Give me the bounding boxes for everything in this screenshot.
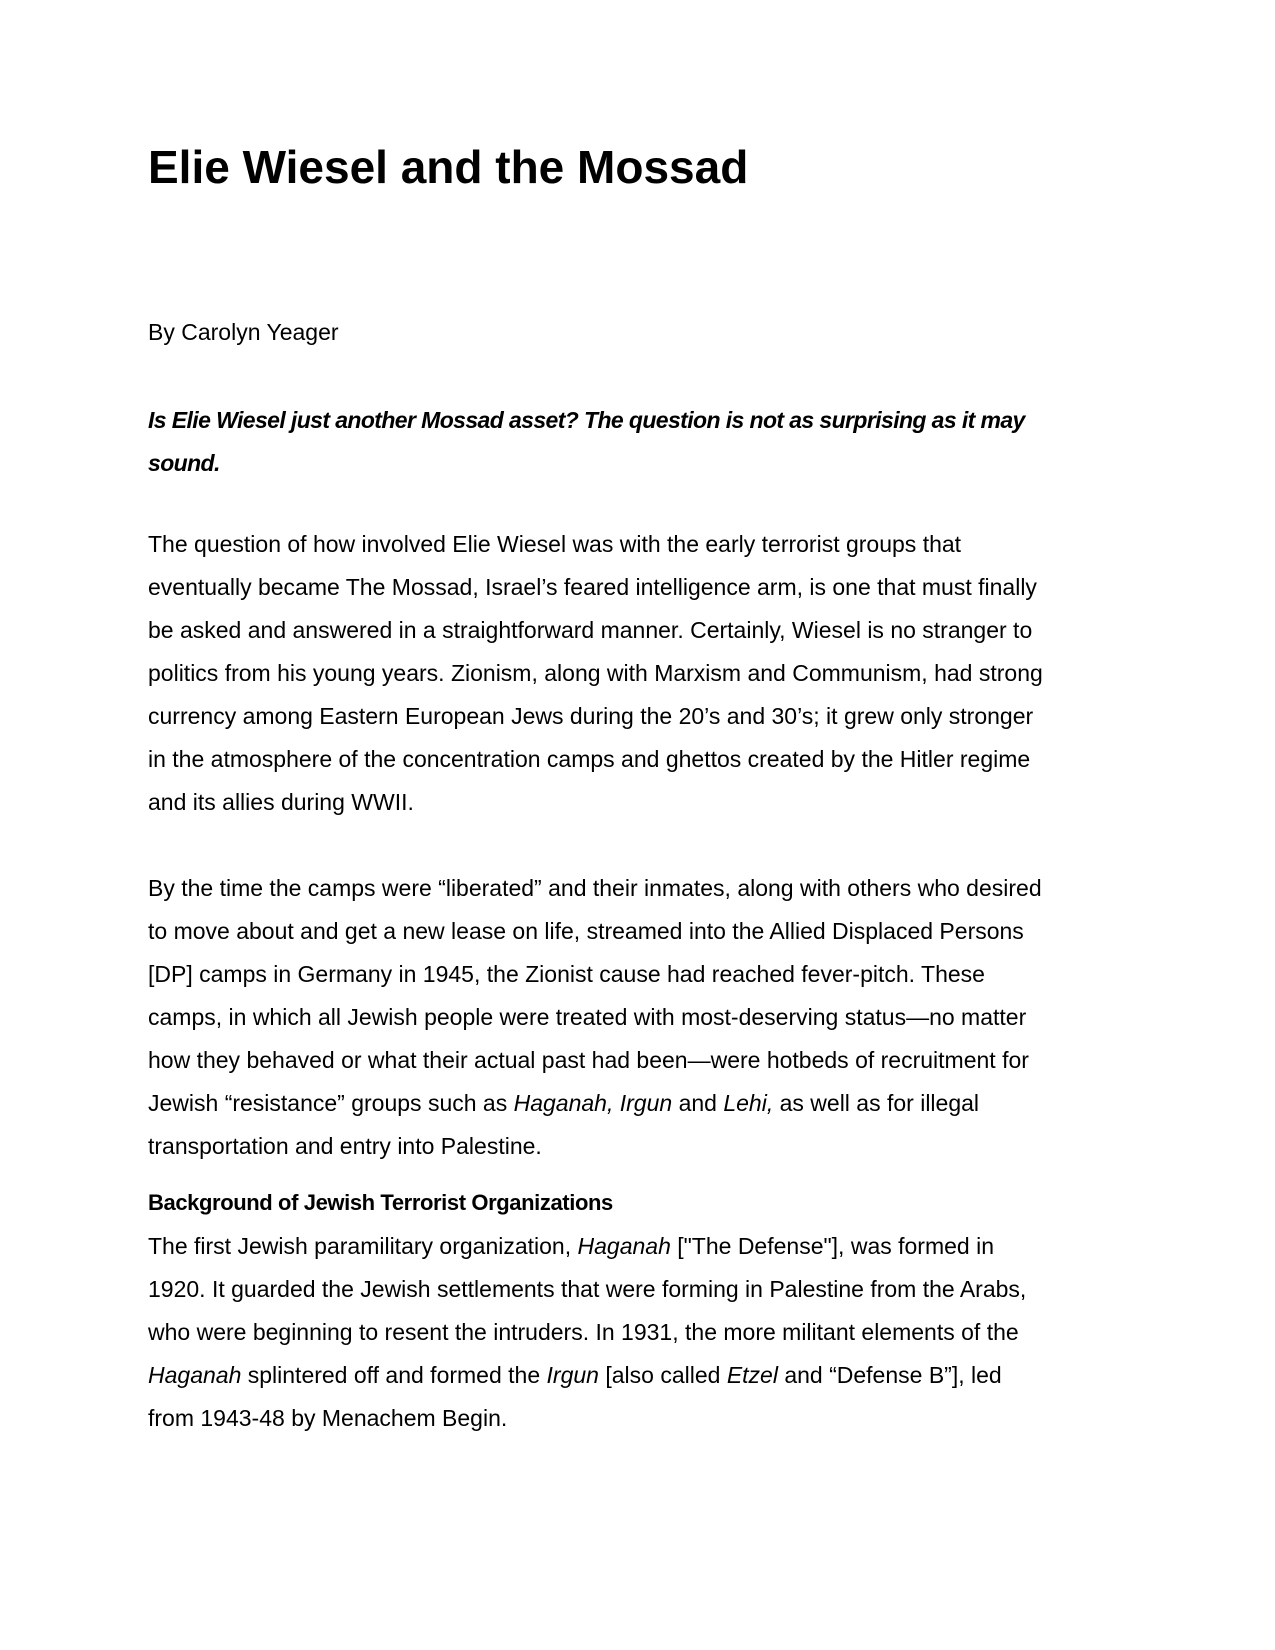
text-segment: Jewish “resistance” groups such as <box>148 1090 514 1116</box>
paragraph-3 <box>148 1225 1128 1440</box>
paragraph-line: By the time the camps were “liberated” and their inmates, along with others who desired <box>148 875 1042 901</box>
paragraph-2 <box>148 867 1128 1168</box>
paragraph-line: how they behaved or what their actual past had been—were hotbeds of recruitment for <box>148 1047 1029 1073</box>
paragraph-line: transportation and entry into Palestine. <box>148 1133 542 1159</box>
text-segment: splintered off and formed the <box>241 1362 547 1388</box>
paragraph-line: and its allies during WWII. <box>148 789 414 815</box>
paragraph-line: who were beginning to resent the intruders. In 1931, the more militant elements of the <box>148 1319 1019 1345</box>
lede-line: sound. <box>148 450 220 476</box>
paragraph-line: The question of how involved Elie Wiesel was with the early terrorist groups that <box>148 531 962 557</box>
paragraph-line: from 1943-48 by Menachem Begin. <box>148 1405 508 1431</box>
article-lede <box>148 399 1128 485</box>
text-segment: [also called <box>598 1362 727 1388</box>
paragraph-line: 1920. It guarded the Jewish settlements that were forming in Palestine from the Arabs, <box>148 1276 1027 1302</box>
paragraph-line: to move about and get a new lease on life, streamed into the Allied Displaced Persons <box>148 918 1024 944</box>
text-segment: The first Jewish paramilitary organization, <box>148 1233 578 1259</box>
paragraph-line: be asked and answered in a straightforward manner. Certainly, Wiesel is no stranger to <box>148 617 1033 643</box>
paragraph-line: eventually became The Mossad, Israel’s feared intelligence arm, is one that must finally <box>148 574 1037 600</box>
paragraph-line: in the atmosphere of the concentration camps and ghettos created by the Hitler regime <box>148 746 1031 772</box>
italic-org-name: Lehi, <box>723 1090 774 1116</box>
article-title: Elie Wiesel and the Mossad <box>148 141 749 193</box>
paragraph-1 <box>148 523 1128 824</box>
paragraph-line: [DP] camps in Germany in 1945, the Zionist cause had reached fever-pitch. These <box>148 961 985 987</box>
paragraph-line: politics from his young years. Zionism, along with Marxism and Communism, had strong <box>148 660 1043 686</box>
paragraph-line <box>148 1225 1128 1268</box>
section-heading: Background of Jewish Terrorist Organizations <box>148 1190 613 1215</box>
text-segment: ["The Defense"], was formed in <box>670 1233 994 1259</box>
paragraph-line <box>148 1354 1128 1397</box>
lede-line: Is Elie Wiesel just another Mossad asset? The question is not as surprising as it may <box>148 407 1025 433</box>
italic-org-name: Haganah <box>148 1362 242 1388</box>
paragraph-line <box>148 1082 1128 1125</box>
italic-org-name: Etzel <box>726 1362 778 1388</box>
italic-org-names: Haganah, Irgun <box>513 1090 673 1116</box>
article-byline: By Carolyn Yeager <box>148 319 339 345</box>
text-segment: and “Defense B”], led <box>777 1362 1002 1388</box>
italic-org-name: Haganah <box>577 1233 671 1259</box>
paragraph-line: currency among Eastern European Jews during the 20’s and 30’s; it grew only stronger <box>148 703 1034 729</box>
text-segment: and <box>672 1090 724 1116</box>
text-segment: as well as for illegal <box>773 1090 980 1116</box>
italic-org-name: Irgun <box>546 1362 599 1388</box>
paragraph-line: camps, in which all Jewish people were treated with most-deserving status—no matter <box>148 1004 1027 1030</box>
